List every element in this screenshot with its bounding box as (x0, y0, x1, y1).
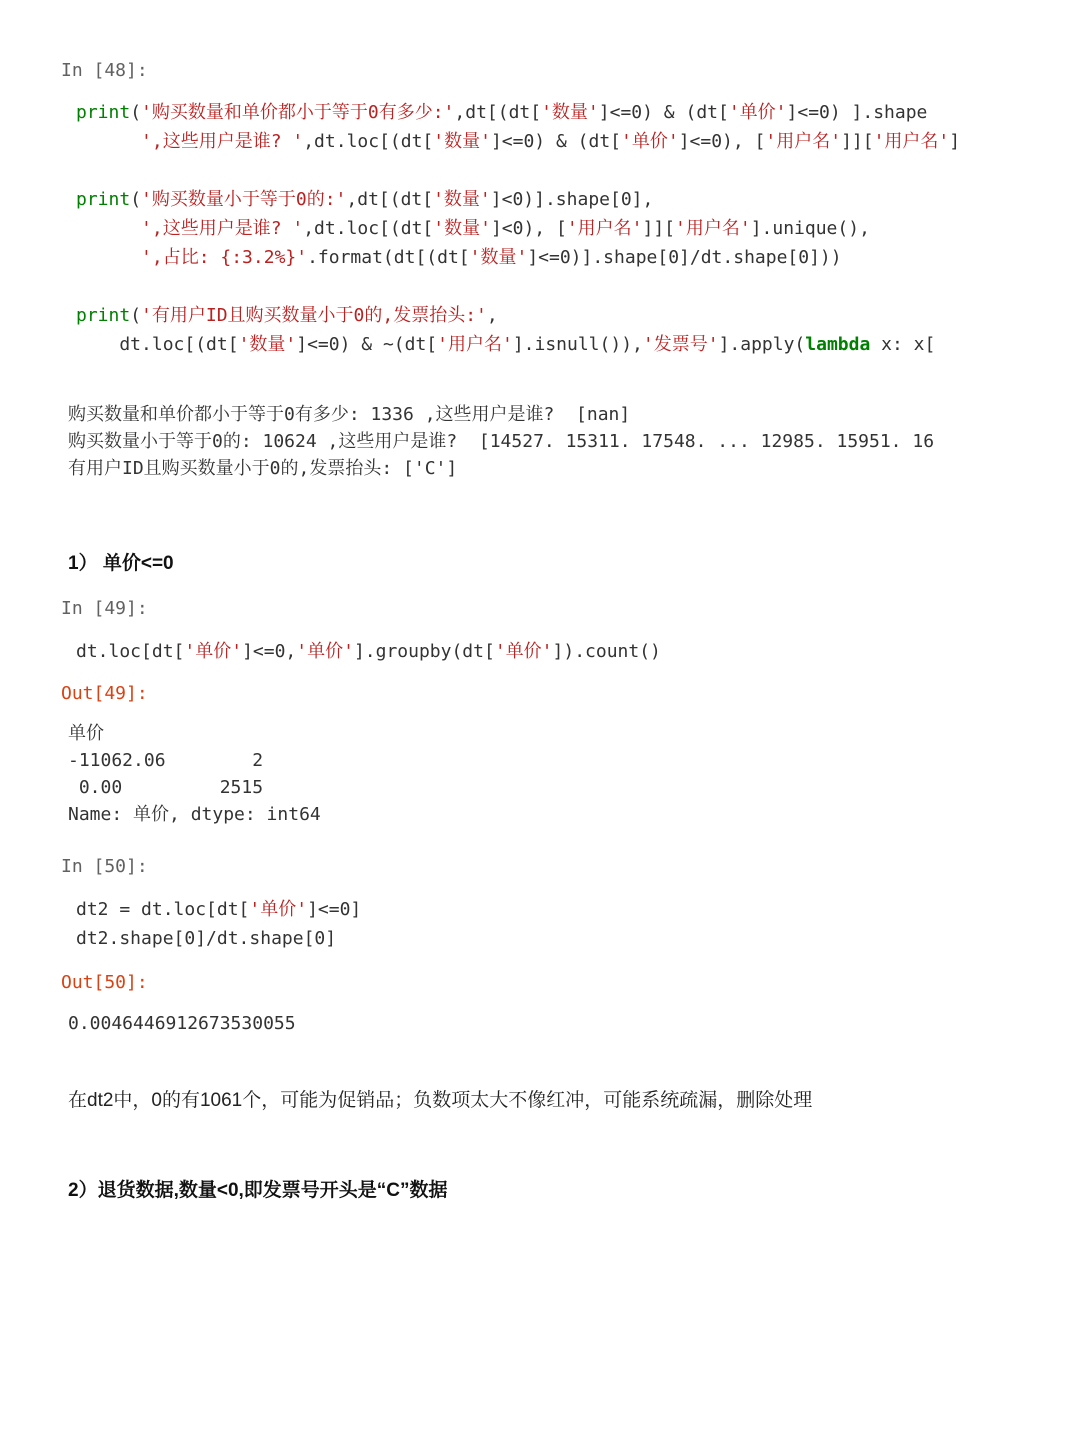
string-token: '数量' (433, 189, 491, 210)
code-token: ]][ (642, 218, 676, 239)
output-line: Name: 单价, dtype: int64 (68, 804, 321, 825)
string-token: '单价' (494, 641, 553, 662)
out-prompt-50: Out[50]: (61, 972, 148, 993)
string-token: '有用户ID且购买数量小于0的,发票抬头:' (141, 305, 487, 326)
string-token: '购买数量小于等于0的:' (141, 189, 347, 210)
code-input-48[interactable] (76, 98, 1004, 363)
code-token: dt.loc[(dt[ (76, 334, 239, 355)
string-token: ',占比: {:3.2%}' (141, 247, 308, 268)
string-token: '用户名' (437, 334, 513, 355)
code-token: ]<=0) & ~(dt[ (296, 334, 438, 355)
code-line (76, 330, 1004, 359)
string-token: '单价' (621, 131, 679, 152)
code-token: ].apply( (718, 334, 806, 355)
code-token: ]<=0)].shape[0]/dt.shape[0])) (527, 247, 842, 268)
output-line: 购买数量和单价都小于等于0有多少: 1336 ,这些用户是谁? [nan] (68, 404, 631, 425)
in-prompt-49: In [49]: (61, 598, 148, 619)
output-49 (68, 720, 321, 828)
code-token: , (486, 305, 498, 326)
section-heading-2: 2）退货数据,数量<0,即发票号开头是“C”数据 (68, 1180, 448, 1201)
code-token: ]][ (841, 131, 874, 152)
code-token: ,dt.loc[(dt[ (303, 218, 434, 239)
code-token: ]<=0) ].shape (786, 102, 928, 123)
code-token: ]<0)].shape[0], (490, 189, 654, 210)
code-token: ]).count() (552, 641, 661, 662)
code-token: ]<=0), [ (678, 131, 766, 152)
code-token (76, 218, 141, 239)
output-line: 0.0046446912673530055 (68, 1013, 296, 1034)
keyword-token: lambda (805, 334, 871, 355)
builtin-token: print (76, 102, 131, 123)
string-token: '单价' (728, 102, 787, 123)
string-token: '数量' (433, 218, 491, 239)
string-token: '数量' (433, 131, 491, 152)
string-token: '单价' (296, 641, 354, 662)
code-token: ,dt[(dt[ (454, 102, 542, 123)
string-token: '用户名' (566, 218, 643, 239)
code-token: x: x[ (870, 334, 936, 355)
string-token: '用户名' (765, 131, 842, 152)
out-prompt-49: Out[49]: (61, 683, 148, 704)
code-token: ( (130, 189, 142, 210)
code-token: ]<=0, (242, 641, 297, 662)
analysis-note: 在dt2中，0的有1061个，可能为促销品；负数项太大不像红冲，可能系统疏漏，删除处理 (68, 1090, 813, 1111)
code-token: ]<=0] (307, 899, 362, 920)
string-token: '用户名' (873, 131, 950, 152)
code-token: ] (949, 131, 961, 152)
code-line (76, 214, 1004, 243)
output-50 (68, 1010, 296, 1037)
code-token: dt.loc[dt[ (76, 641, 185, 662)
code-token: ].isnull()), (512, 334, 643, 355)
string-token: '发票号' (642, 334, 719, 355)
code-token: ]<0), [ (490, 218, 567, 239)
in-prompt-48: In [48]: (61, 60, 148, 81)
code-token (76, 131, 141, 152)
output-line: 购买数量小于等于0的: 10624 ,这些用户是谁? [14527. 15311. 17548. ... 12985. 15951. 16 (68, 431, 935, 452)
string-token: '数量' (541, 102, 599, 123)
code-input-50[interactable] (76, 895, 1004, 953)
string-token: '数量' (238, 334, 297, 355)
code-token: ].groupby(dt[ (353, 641, 495, 662)
code-line (76, 243, 1004, 272)
string-token: '数量' (469, 247, 528, 268)
code-token: ]<=0) & (dt[ (490, 131, 621, 152)
code-token: ,dt.loc[(dt[ (303, 131, 434, 152)
code-token: dt2.shape[0]/dt.shape[0] (76, 928, 337, 949)
builtin-token: print (76, 305, 131, 326)
code-line (76, 637, 1004, 666)
code-line (76, 185, 1004, 214)
code-line (76, 272, 1004, 301)
code-line (76, 156, 1004, 185)
builtin-token: print (76, 189, 131, 210)
code-line (76, 924, 1004, 953)
code-token (76, 247, 141, 268)
code-line (76, 98, 1004, 127)
string-token: '购买数量和单价都小于等于0有多少:' (141, 102, 455, 123)
code-token: ].unique(), (750, 218, 870, 239)
code-line (76, 127, 1004, 156)
output-line: 单价 (68, 723, 104, 744)
string-token: '单价' (249, 899, 308, 920)
code-line (76, 301, 1004, 330)
string-token: ',这些用户是谁? ' (141, 218, 304, 239)
output-48 (68, 401, 1012, 485)
string-token: ',这些用户是谁? ' (141, 131, 304, 152)
string-token: '用户名' (675, 218, 751, 239)
code-token: .format(dt[(dt[ (307, 247, 470, 268)
string-token: '单价' (184, 641, 243, 662)
output-line: 0.00 2515 (68, 777, 264, 798)
code-token: ( (130, 305, 142, 326)
in-prompt-50: In [50]: (61, 856, 148, 877)
code-token: ]<=0) & (dt[ (598, 102, 729, 123)
output-line: 有用户ID且购买数量小于0的,发票抬头: ['C'] (68, 458, 458, 479)
code-line (76, 895, 1004, 924)
output-line: -11062.06 2 (68, 750, 264, 771)
code-input-49[interactable] (76, 637, 1004, 666)
section-heading-1: 1） 单价<=0 (68, 553, 174, 574)
code-token: dt2 = dt.loc[dt[ (76, 899, 250, 920)
code-token: ( (130, 102, 142, 123)
code-token: ,dt[(dt[ (346, 189, 434, 210)
